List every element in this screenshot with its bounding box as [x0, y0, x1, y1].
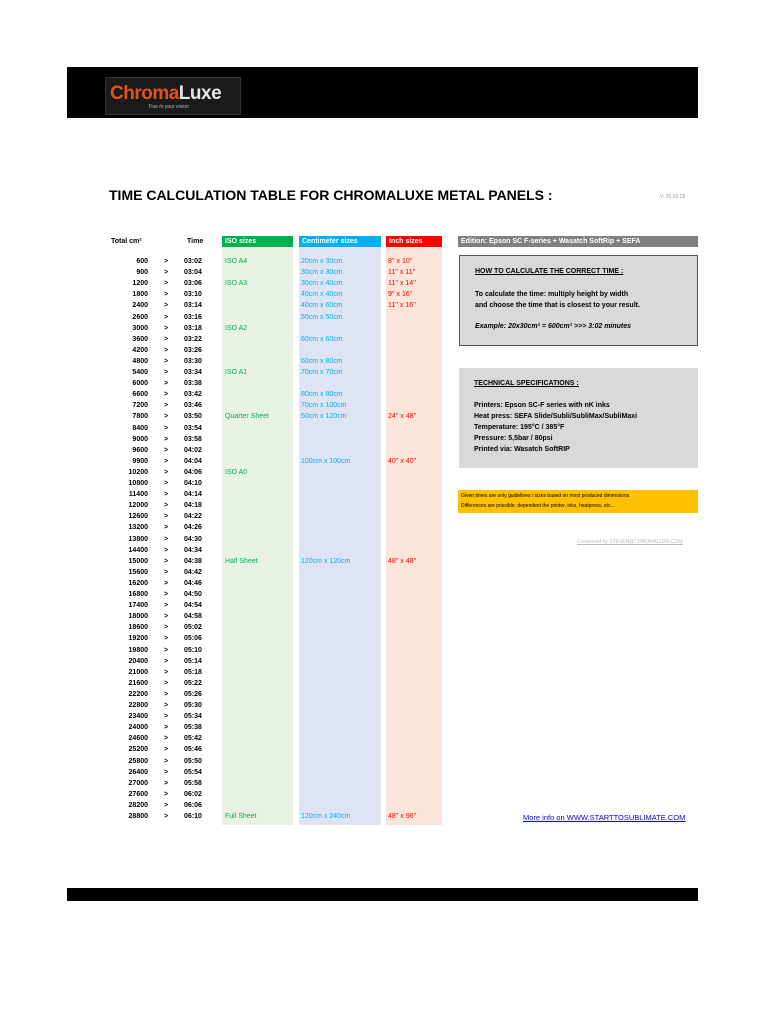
specs-heading: TECHNICAL SPECIFICATIONS :	[474, 380, 579, 387]
cell-time: 03:30	[184, 357, 202, 365]
cell-time: 04:14	[184, 491, 202, 499]
cell-arrow: >	[164, 391, 169, 399]
cell-inch-size: 9'' x 16''	[388, 291, 413, 299]
cell-total-cm: 6600	[132, 391, 148, 399]
cell-total-cm: 17400	[128, 602, 148, 610]
cell-arrow: >	[164, 668, 169, 676]
cell-iso-size: ISO A2	[225, 324, 248, 332]
cell-iso-size: ISO A4	[225, 258, 248, 265]
table-row	[0, 467, 460, 478]
cell-arrow: >	[164, 790, 169, 798]
cell-arrow: >	[164, 779, 169, 787]
cell-total-cm: 11400	[128, 491, 148, 499]
specs-temperature: Temperature: 195°C / 385°F	[474, 424, 565, 431]
cell-time: 03:02	[184, 258, 202, 265]
cell-arrow: >	[164, 513, 169, 521]
cell-total-cm: 6000	[132, 380, 148, 388]
cell-time: 05:26	[184, 690, 202, 698]
cell-arrow: >	[164, 768, 169, 776]
cell-time: 04:10	[184, 480, 202, 487]
cell-cm-size: 30cm x 40cm	[301, 280, 343, 288]
cell-arrow: >	[164, 302, 169, 310]
cell-total-cm: 15600	[128, 568, 148, 576]
cell-total-cm: 2400	[132, 302, 148, 310]
table-row	[0, 767, 460, 778]
logo-chroma-text: Chroma	[110, 83, 179, 104]
header-inch-sizes: Inch sizes	[386, 236, 442, 247]
specs-heat-press: Heat press: SEFA Slide/Subli/SubliMax/SubliMaxi	[474, 413, 638, 420]
page-title: TIME CALCULATION TABLE FOR CHROMALUXE METAL PANELS :	[109, 187, 553, 203]
cell-total-cm: 21000	[128, 668, 148, 676]
cell-total-cm: 2600	[132, 313, 148, 321]
technical-specifications-box	[459, 368, 698, 468]
cell-arrow: >	[164, 468, 169, 476]
cell-arrow: >	[164, 735, 169, 743]
cell-time: 03:46	[184, 402, 202, 410]
table-row	[0, 267, 460, 278]
cell-cm-size: 120cm x 240cm	[301, 813, 351, 820]
table-row	[0, 522, 460, 533]
cell-arrow: >	[164, 457, 169, 465]
cell-inch-size: 48'' x 96''	[388, 813, 417, 820]
table-row	[0, 800, 460, 811]
cell-total-cm: 12000	[128, 502, 148, 510]
cell-time: 03:22	[184, 335, 202, 343]
cell-cm-size: 60cm x 120cm	[301, 413, 347, 421]
table-row	[0, 789, 460, 800]
cell-arrow: >	[164, 557, 169, 565]
cell-cm-size: 60cm x 60cm	[301, 335, 343, 343]
table-row	[0, 656, 460, 667]
cell-total-cm: 4200	[132, 346, 148, 354]
cell-arrow: >	[164, 335, 169, 343]
table-row	[0, 289, 460, 300]
table-row	[0, 589, 460, 600]
cell-arrow: >	[164, 591, 169, 598]
disclaimer-note	[458, 490, 698, 513]
cell-arrow: >	[164, 446, 169, 454]
table-row	[0, 622, 460, 633]
cell-total-cm: 13200	[128, 524, 148, 532]
cell-time: 04:58	[184, 613, 202, 621]
header-iso-sizes: ISO sizes	[222, 236, 293, 247]
cell-time: 03:38	[184, 380, 202, 388]
cell-total-cm: 18600	[128, 624, 148, 632]
table-row	[0, 489, 460, 500]
cell-total-cm: 12600	[128, 513, 148, 521]
cell-cm-size: 40cm x 60cm	[301, 302, 343, 310]
logo-luxe-text: Luxe	[178, 83, 222, 104]
cell-time: 04:34	[184, 546, 202, 554]
cell-arrow: >	[164, 402, 169, 410]
cell-time: 05:22	[184, 679, 202, 687]
cell-total-cm: 28800	[128, 813, 148, 820]
cell-cm-size: 70cm x 70cm	[301, 369, 343, 376]
cell-time: 03:10	[184, 291, 202, 299]
table-row	[0, 500, 460, 511]
cell-inch-size: 24'' x 48''	[388, 413, 417, 421]
table-row	[0, 811, 460, 822]
cell-arrow: >	[164, 424, 169, 432]
cell-total-cm: 14400	[128, 546, 148, 554]
cell-total-cm: 16800	[128, 591, 148, 598]
cell-total-cm: 1200	[132, 280, 148, 288]
table-row	[0, 445, 460, 456]
cell-inch-size: 11'' x 11''	[388, 269, 416, 277]
cell-total-cm: 19200	[128, 635, 148, 643]
cell-time: 03:34	[184, 369, 202, 376]
cell-inch-size: 11'' x 16''	[388, 302, 416, 310]
cell-arrow: >	[164, 346, 169, 354]
table-row	[0, 689, 460, 700]
logo-wordmark	[110, 83, 221, 105]
cell-arrow: >	[164, 435, 169, 443]
cell-total-cm: 22800	[128, 702, 148, 709]
cell-total-cm: 15000	[128, 557, 148, 565]
cell-time: 03:58	[184, 435, 202, 443]
cell-total-cm: 26400	[128, 768, 148, 776]
cell-total-cm: 8400	[132, 424, 148, 432]
table-row	[0, 756, 460, 767]
cell-total-cm: 13800	[128, 535, 148, 543]
cell-time: 04:54	[184, 602, 202, 610]
table-row	[0, 545, 460, 556]
cell-cm-size: 80cm x 80cm	[301, 391, 343, 399]
how-to-example: Example: 20x30cm² = 600cm² >>> 3:02 minutes	[475, 323, 632, 330]
more-info-link[interactable]: More info on WWW.STARTTOSUBLIMATE.COM	[523, 813, 686, 822]
cell-total-cm: 24600	[128, 735, 148, 743]
cell-total-cm: 900	[136, 269, 148, 277]
cell-time: 05:14	[184, 657, 202, 665]
cell-arrow: >	[164, 380, 169, 388]
table-row	[0, 578, 460, 589]
cell-total-cm: 23400	[128, 713, 148, 721]
table-row	[0, 334, 460, 345]
cell-time: 04:38	[184, 557, 202, 565]
bottom-black-bar	[67, 888, 698, 901]
table-row	[0, 400, 460, 411]
cell-arrow: >	[164, 757, 169, 765]
cell-arrow: >	[164, 313, 169, 321]
cell-cm-size: 30cm x 30cm	[301, 269, 343, 277]
cell-total-cm: 25800	[128, 757, 148, 765]
cell-arrow: >	[164, 746, 169, 754]
cell-arrow: >	[164, 679, 169, 687]
table-row	[0, 711, 460, 722]
cell-total-cm: 3000	[132, 324, 148, 332]
cell-time: 05:02	[184, 624, 202, 632]
cell-time: 06:10	[184, 813, 202, 820]
cell-total-cm: 25200	[128, 746, 148, 754]
cell-time: 03:42	[184, 391, 202, 399]
cell-time: 04:26	[184, 524, 202, 532]
cell-arrow: >	[164, 657, 169, 665]
cell-arrow: >	[164, 801, 169, 809]
table-row	[0, 256, 460, 267]
cell-arrow: >	[164, 480, 169, 487]
table-row	[0, 633, 460, 644]
cell-arrow: >	[164, 280, 169, 288]
header-centimeter-sizes: Centimeter sizes	[299, 236, 381, 247]
cell-time: 04:06	[184, 468, 202, 476]
cell-arrow: >	[164, 702, 169, 709]
cell-time: 05:58	[184, 779, 202, 787]
cell-arrow: >	[164, 813, 169, 820]
cell-arrow: >	[164, 613, 169, 621]
chromaluxe-logo	[105, 77, 241, 115]
cell-time: 03:16	[184, 313, 202, 321]
table-row	[0, 678, 460, 689]
cell-total-cm: 19800	[128, 646, 148, 654]
table-row	[0, 778, 460, 789]
note-line-1: Given times are only guidelines / sizes based on most produced dimensions.	[461, 493, 631, 499]
cell-total-cm: 7200	[132, 402, 148, 410]
cell-iso-size: Full Sheet	[225, 813, 257, 820]
cell-time: 05:34	[184, 713, 202, 721]
cell-time: 04:18	[184, 502, 202, 510]
table-row	[0, 556, 460, 567]
cell-time: 03:04	[184, 269, 202, 277]
cell-cm-size: 60cm x 80cm	[301, 357, 343, 365]
cell-arrow: >	[164, 690, 169, 698]
table-row	[0, 733, 460, 744]
cell-time: 03:14	[184, 302, 202, 310]
cell-cm-size: 20cm x 30cm	[301, 258, 343, 265]
cell-iso-size: ISO A0	[225, 468, 248, 476]
table-row	[0, 456, 460, 467]
cell-total-cm: 9000	[132, 435, 148, 443]
table-row	[0, 611, 460, 622]
specs-printed-via: Printed via: Wasatch SoftRIP	[474, 446, 570, 453]
cell-total-cm: 16200	[128, 579, 148, 587]
cell-arrow: >	[164, 568, 169, 576]
cell-arrow: >	[164, 713, 169, 721]
cell-total-cm: 600	[136, 258, 148, 265]
cell-total-cm: 3600	[132, 335, 148, 343]
table-row	[0, 389, 460, 400]
cell-total-cm: 1800	[132, 291, 148, 299]
cell-arrow: >	[164, 491, 169, 499]
cell-arrow: >	[164, 579, 169, 587]
cell-cm-size: 40cm x 40cm	[301, 291, 343, 299]
cell-arrow: >	[164, 269, 169, 277]
table-row	[0, 378, 460, 389]
cell-cm-size: 50cm x 50cm	[301, 313, 343, 321]
cell-time: 05:06	[184, 635, 202, 643]
how-to-line-2: and choose the time that is closest to your result.	[475, 302, 640, 309]
cell-arrow: >	[164, 524, 169, 532]
table-row	[0, 567, 460, 578]
how-to-line-1: To calculate the time: multiply height by width	[475, 291, 629, 298]
specs-pressure: Pressure: 5,5bar / 80psi	[474, 435, 553, 442]
cell-total-cm: 7800	[132, 413, 148, 421]
cell-arrow: >	[164, 535, 169, 543]
table-row	[0, 744, 460, 755]
table-row	[0, 667, 460, 678]
cell-time: 04:42	[184, 568, 202, 576]
cell-time: 03:50	[184, 413, 202, 421]
table-row	[0, 434, 460, 445]
cell-iso-size: Half Sheet	[225, 557, 258, 565]
cell-total-cm: 10200	[128, 468, 148, 476]
cell-arrow: >	[164, 624, 169, 632]
table-row	[0, 356, 460, 367]
cell-arrow: >	[164, 291, 169, 299]
cell-total-cm: 21600	[128, 679, 148, 687]
cell-time: 05:54	[184, 768, 202, 776]
cell-inch-size: 11'' x 14''	[388, 280, 416, 288]
cell-total-cm: 10800	[128, 480, 148, 487]
cell-time: 03:26	[184, 346, 202, 354]
cell-time: 03:18	[184, 324, 202, 332]
cell-iso-size: Quarter Sheet	[225, 413, 269, 421]
cell-total-cm: 20400	[128, 657, 148, 665]
table-row	[0, 600, 460, 611]
cell-time: 05:46	[184, 746, 202, 754]
cell-time: 05:38	[184, 724, 202, 732]
cell-total-cm: 22200	[128, 690, 148, 698]
cell-arrow: >	[164, 258, 169, 265]
cell-cm-size: 70cm x 100cm	[301, 402, 347, 410]
cell-arrow: >	[164, 369, 169, 376]
cell-total-cm: 27600	[128, 790, 148, 798]
cell-inch-size: 48'' x 48''	[388, 557, 417, 565]
cell-iso-size: ISO A3	[225, 280, 248, 288]
cell-time: 04:22	[184, 513, 202, 521]
cell-time: 04:30	[184, 535, 202, 543]
cell-arrow: >	[164, 324, 169, 332]
how-to-heading: HOW TO CALCULATE THE CORRECT TIME :	[475, 268, 624, 275]
header-total-cm: Total cm²	[111, 238, 142, 245]
cell-arrow: >	[164, 635, 169, 643]
table-row	[0, 722, 460, 733]
cell-total-cm: 27000	[128, 779, 148, 787]
cell-time: 03:06	[184, 280, 202, 288]
cell-arrow: >	[164, 502, 169, 510]
cell-arrow: >	[164, 546, 169, 554]
header-time: Time	[187, 238, 204, 245]
cell-time: 05:18	[184, 668, 202, 676]
cell-time: 04:02	[184, 446, 202, 454]
table-row	[0, 534, 460, 545]
version-label: V. 25.03.18	[660, 194, 686, 200]
table-row	[0, 278, 460, 289]
cell-time: 03:54	[184, 424, 202, 432]
cell-time: 05:10	[184, 646, 202, 654]
table-row	[0, 511, 460, 522]
table-row	[0, 345, 460, 356]
cell-total-cm: 28200	[128, 801, 148, 809]
table-row	[0, 423, 460, 434]
cell-arrow: >	[164, 413, 169, 421]
table-row	[0, 312, 460, 323]
cell-total-cm: 24000	[128, 724, 148, 732]
cell-cm-size: 120cm x 120cm	[301, 557, 351, 565]
cell-time: 04:50	[184, 591, 202, 598]
table-row	[0, 367, 460, 378]
cell-arrow: >	[164, 602, 169, 610]
cell-inch-size: 8'' x 10''	[388, 258, 413, 265]
cell-arrow: >	[164, 357, 169, 365]
header-edition: Edition: Epson SC F-series + Wasatch SoftRip + SEFA	[458, 236, 698, 247]
how-to-box	[459, 255, 698, 346]
cell-time: 06:02	[184, 790, 202, 798]
cell-total-cm: 9900	[132, 457, 148, 465]
cell-cm-size: 100cm x 100cm	[301, 457, 351, 465]
table-row	[0, 645, 460, 656]
note-line-2: Differences are possible, dependent the printer, inks, heatpress, etc...	[461, 503, 615, 509]
cell-time: 04:04	[184, 457, 202, 465]
cell-total-cm: 18000	[128, 613, 148, 621]
cell-time: 05:50	[184, 757, 202, 765]
cell-arrow: >	[164, 646, 169, 654]
cell-iso-size: ISO A1	[225, 369, 248, 376]
cell-total-cm: 4800	[132, 357, 148, 365]
cell-time: 04:46	[184, 579, 202, 587]
cell-total-cm: 5400	[132, 369, 148, 376]
cell-time: 05:42	[184, 735, 202, 743]
table-row	[0, 300, 460, 311]
cell-arrow: >	[164, 724, 169, 732]
cell-time: 06:06	[184, 801, 202, 809]
table-row	[0, 323, 460, 334]
cell-time: 05:30	[184, 702, 202, 709]
cell-inch-size: 40'' x 40''	[388, 457, 417, 465]
cell-total-cm: 9600	[132, 446, 148, 454]
specs-printers: Printers: Epson SC-F series with nK inks	[474, 402, 610, 409]
composed-by-link[interactable]: Composed by STEVEN@CHROMALUXE.COM	[577, 539, 683, 545]
table-row	[0, 411, 460, 422]
logo-tagline: True to your vision	[148, 104, 189, 110]
table-row	[0, 700, 460, 711]
table-row	[0, 478, 460, 489]
